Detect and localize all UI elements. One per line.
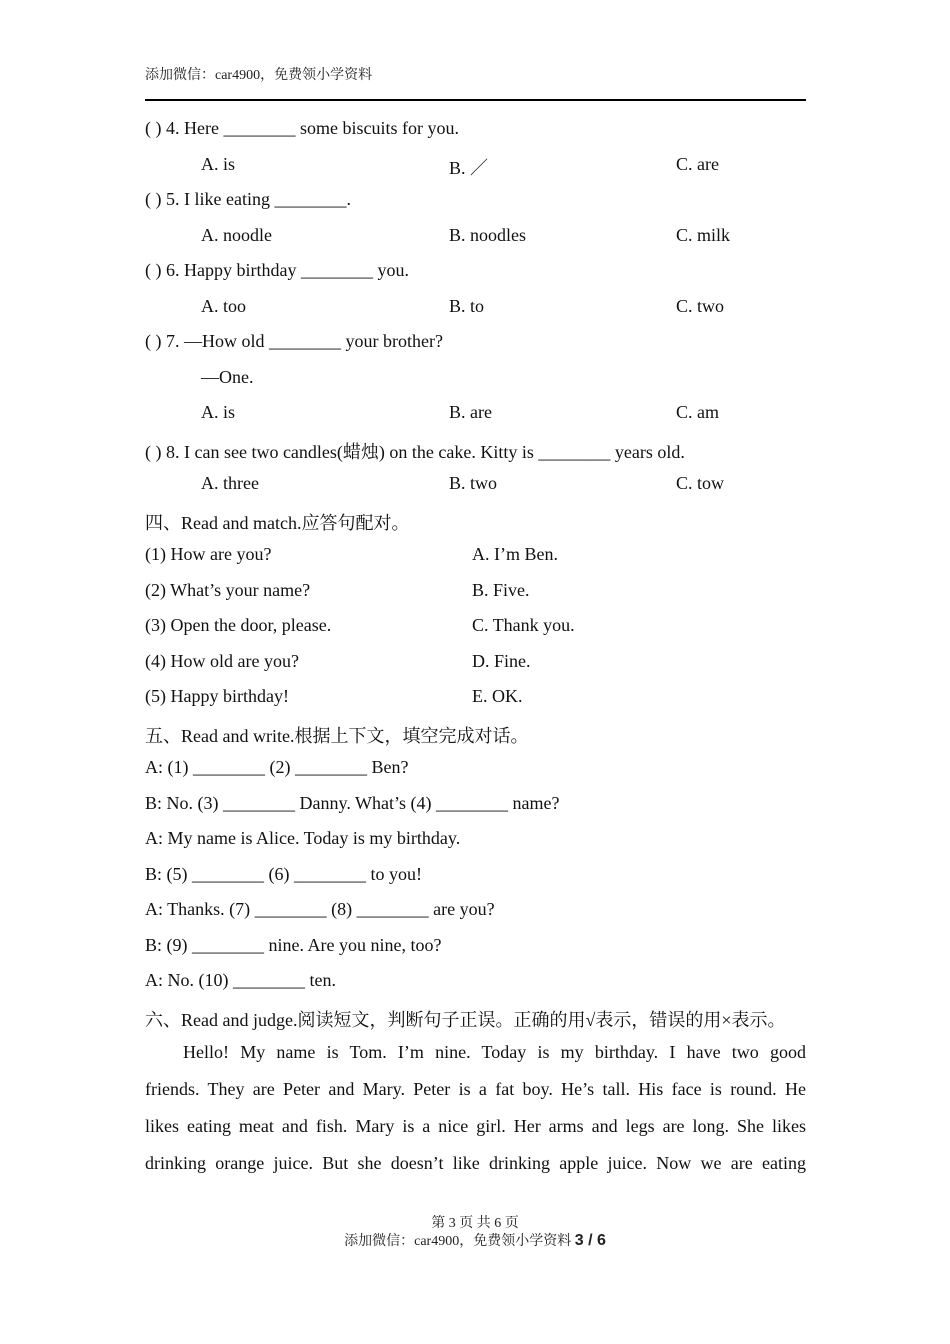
- question-8-option-a: A. three: [201, 473, 259, 493]
- match-right-c: C. Thank you.: [472, 615, 575, 635]
- question-6-stem: ( ) 6. Happy birthday ________ you.: [145, 260, 409, 280]
- dialogue-line-2: B: No. (3) ________ Danny. What’s (4) ________ name?: [145, 793, 560, 813]
- match-right-d: D. Fine.: [472, 651, 531, 671]
- match-right-b: B. Five.: [472, 580, 530, 600]
- section-5-title: 五、Read and write.根据上下文，填空完成对话。: [145, 726, 529, 746]
- question-5-stem: ( ) 5. I like eating ________.: [145, 189, 351, 209]
- question-5-option-a: A. noodle: [201, 225, 272, 245]
- dialogue-line-6: B: (9) ________ nine. Are you nine, too?: [145, 935, 442, 955]
- question-4-option-c: C. are: [676, 154, 719, 174]
- match-left-2: (2) What’s your name?: [145, 580, 311, 600]
- question-4-option-a: A. is: [201, 154, 236, 174]
- section-6-title: 六、Read and judge.阅读短文，判断句子正误。正确的用√表示，错误的用×表示。: [145, 1010, 786, 1030]
- reading-line-2: friends. They are Peter and Mary. Peter is a fat boy. He’s tall. His face is round. He: [145, 1079, 806, 1099]
- page-count-text: 第 3 页 共 6 页: [431, 1216, 519, 1231]
- reading-line-1: Hello! My name is Tom. I’m nine. Today is my birthday. I have two good: [183, 1042, 806, 1062]
- question-7-option-a: A. is: [201, 402, 236, 422]
- question-8-stem: ( ) 8. I can see two candles(蜡烛) on the cake. Kitty is ________ years old.: [145, 442, 685, 462]
- question-6-option-a: A. too: [201, 296, 246, 316]
- question-7-stem: ( ) 7. —How old ________ your brother?: [145, 331, 443, 351]
- header-divider: [145, 99, 806, 101]
- match-left-5: (5) Happy birthday!: [145, 686, 289, 706]
- page-number: 3 / 6: [574, 1232, 606, 1249]
- reading-line-4: drinking orange juice. But she doesn’t like drinking apple juice. Now we are eating: [145, 1153, 806, 1173]
- question-7-answer-line: —One.: [201, 367, 254, 387]
- match-left-4: (4) How old are you?: [145, 651, 299, 671]
- match-left-1: (1) How are you?: [145, 544, 272, 564]
- question-4-option-b: B. ／: [449, 158, 489, 178]
- dialogue-line-1: A: (1) ________ (2) ________ Ben?: [145, 757, 409, 777]
- question-8-option-b: B. two: [449, 473, 498, 493]
- header-text: 添加微信：car4900，免费领小学资料: [145, 68, 373, 83]
- dialogue-line-7: A: No. (10) ________ ten.: [145, 970, 336, 990]
- question-4-stem: ( ) 4. Here ________ some biscuits for you.: [145, 118, 459, 138]
- dialogue-line-4: B: (5) ________ (6) ________ to you!: [145, 864, 422, 884]
- question-6-option-c: C. two: [676, 296, 725, 316]
- question-6-option-b: B. to: [449, 296, 485, 316]
- dialogue-line-5: A: Thanks. (7) ________ (8) ________ are you?: [145, 899, 495, 919]
- footer-line: [0, 1230, 950, 1250]
- question-8-option-c: C. tow: [676, 473, 725, 493]
- match-right-a: A. I’m Ben.: [472, 544, 558, 564]
- section-4-title: 四、Read and match.应答句配对。: [145, 513, 410, 533]
- reading-line-3: likes eating meat and fish. Mary is a nice girl. Her arms and legs are long. She likes: [145, 1116, 806, 1136]
- match-right-e: E. OK.: [472, 686, 523, 706]
- dialogue-line-3: A: My name is Alice. Today is my birthday.: [145, 828, 461, 848]
- question-5-option-c: C. milk: [676, 225, 731, 245]
- footer-wechat-text: 添加微信：car4900，免费领小学资料: [344, 1234, 572, 1249]
- question-7-option-b: B. are: [449, 402, 492, 422]
- match-left-3: (3) Open the door, please.: [145, 615, 332, 635]
- question-7-option-c: C. am: [676, 402, 719, 422]
- question-5-option-b: B. noodles: [449, 225, 527, 245]
